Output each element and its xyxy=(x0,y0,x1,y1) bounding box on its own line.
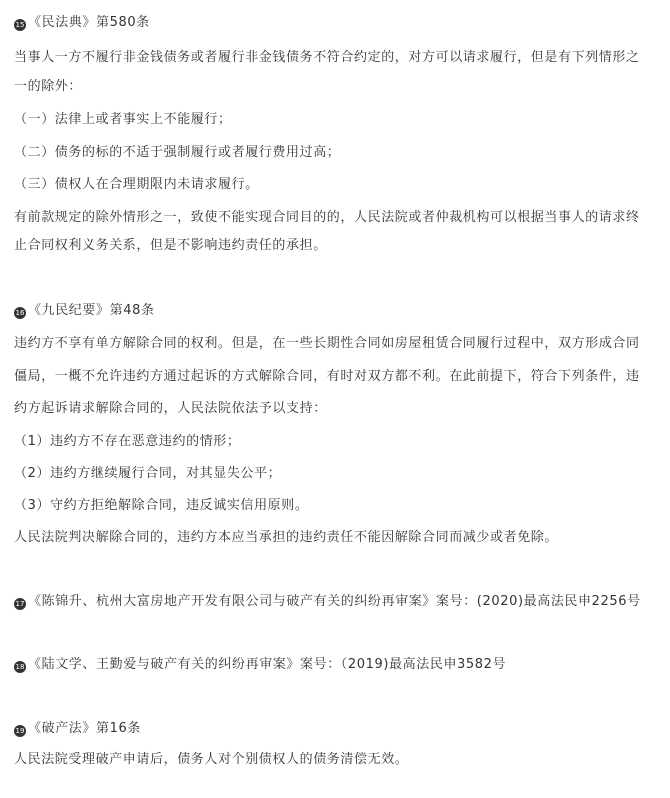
paragraph-line: （3）守约方拒绝解除合同，违反诚实信用原则。 xyxy=(14,498,309,513)
paragraph-line: 约方起诉请求解除合同的，人民法院依法予以支持： xyxy=(14,401,327,416)
section-19-title: 《破产法》第16条 xyxy=(28,721,141,736)
section-17-title: 《陈锦升、杭州大富房地产开发有限公司与破产有关的纠纷再审案》案号：(2020)最高法民申2256号 xyxy=(28,594,641,609)
paragraph-line: 僵局，一概不允许违约方通过起诉的方式解除合同，有时对双方都不利。在此前提下，符合下列条件，违 xyxy=(14,369,640,384)
section-15-title: 《民法典》第580条 xyxy=(28,15,150,30)
section-16-title: 《九民纪要》第48条 xyxy=(28,303,155,318)
paragraph-line: 人民法院判决解除合同的，违约方本应当承担的违约责任不能因解除合同而减少或者免除。 xyxy=(14,530,559,545)
section-18-heading xyxy=(14,656,660,674)
circled-number-19: 19 xyxy=(15,727,25,735)
circled-number-18: 18 xyxy=(15,663,25,671)
section-19-heading xyxy=(14,720,660,738)
circled-number-16: 16 xyxy=(15,309,25,317)
paragraph-line: （2）违约方继续履行合同，对其显失公平； xyxy=(14,466,282,481)
paragraph-line: 有前款规定的除外情形之一，致使不能实现合同目的的，人民法院或者仲裁机构可以根据当事人的请求终 xyxy=(14,210,640,225)
paragraph-line: （二）债务的标的不适于强制履行或者履行费用过高； xyxy=(14,145,341,160)
paragraph-line: （1）违约方不存在恶意违约的情形； xyxy=(14,434,241,449)
section-18-title: 《陆文学、王勤爱与破产有关的纠纷再审案》案号：（2019)最高法民申3582号 xyxy=(28,657,507,672)
section-16-heading xyxy=(14,302,660,320)
circled-number-15: 15 xyxy=(15,21,25,29)
paragraph-line: 当事人一方不履行非金钱债务或者履行非金钱债务不符合约定的，对方可以请求履行，但是有下列情形之 xyxy=(14,50,640,65)
paragraph-line: 人民法院受理破产申请后，债务人对个别债权人的债务清偿无效。 xyxy=(14,752,409,767)
paragraph-line: （三）债权人在合理期限内未请求履行。 xyxy=(14,177,259,192)
paragraph-line: 止合同权利义务关系，但是不影响违约责任的承担。 xyxy=(14,238,327,253)
paragraph-line: （一）法律上或者事实上不能履行； xyxy=(14,112,232,127)
paragraph-line: 一的除外： xyxy=(14,79,83,94)
paragraph-line: 违约方不享有单方解除合同的权利。但是，在一些长期性合同如房屋租赁合同履行过程中，双方形成合同 xyxy=(14,336,640,351)
section-15-heading xyxy=(14,14,660,32)
section-17-heading xyxy=(14,593,660,611)
circled-number-17: 17 xyxy=(15,600,25,608)
